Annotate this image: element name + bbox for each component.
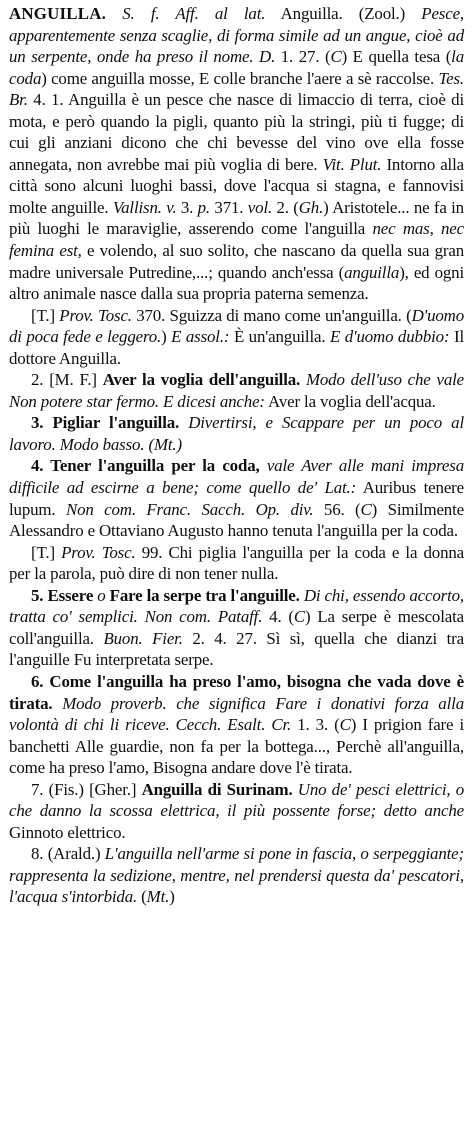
phrase-headword: Tener l'anguilla per la coda, — [50, 456, 260, 476]
entry-senses — [9, 305, 464, 908]
text-run: ) Aristotele... ne fa in più luoghi le maraviglie, asserendo come l'anguilla — [9, 197, 464, 239]
text-run: 3. — [176, 197, 198, 217]
text-run: ( — [137, 887, 147, 907]
italic-text: Mt. — [146, 887, 170, 907]
text-run: 371. — [210, 197, 248, 217]
text-run: e volendo, al suo solito, che nascano da quella sua gran madre universale Putredine,...; quando anch'essa ( — [9, 241, 464, 282]
entry-sense-2 — [9, 369, 464, 412]
text-run: Auribus tenere lupum. — [9, 478, 464, 519]
text-run: Il dottore Anguilla. — [9, 327, 465, 368]
text-run: 1. 3. ( — [291, 715, 340, 735]
text-run: 56. ( — [313, 499, 361, 519]
text-run: È un'anguilla. — [229, 327, 330, 347]
text-run — [53, 694, 63, 713]
text-run: ), ed ogni altro animale nasce dalla sua propria paterna semenza. — [9, 262, 464, 304]
italic-text: Vit. Plut. — [322, 154, 382, 174]
italic-text: Tes. Br. — [9, 68, 464, 110]
italic-text: Divertirsi, e Scappare per un poco al lavoro. Modo basso. (Mt.) — [9, 413, 464, 454]
italic-text: anguilla — [344, 262, 400, 282]
text-run: 8. (Arald.) — [31, 844, 105, 864]
italic-text: Modo dell'uso che vale Non potere star fermo. E dicesi anche: — [9, 370, 465, 411]
italic-text: S. f. Aff. al lat. — [122, 4, 266, 23]
text-run: Ginnoto elettrico. — [9, 822, 126, 842]
text-run — [106, 4, 122, 23]
italic-text: la coda — [9, 47, 465, 88]
phrase-headword: Come l'anguilla ha preso l'amo, bisogna che vada dove è tirata. — [9, 671, 464, 713]
italic-text: Vallisn. v. — [112, 197, 177, 217]
italic-text: p. — [197, 197, 210, 217]
italic-text: L'anguilla nell'arme si pone in fascia, o serpeggiante; rappresenta la sedizione, mentre, nel prendersi questa da' pescatori, l'acqua s'intorbida. — [9, 844, 464, 907]
italic-text: E assol.: — [171, 327, 230, 347]
entry-sense-6 — [9, 585, 464, 671]
text-run: 6. — [31, 671, 50, 691]
phrase-headword: Pigliar l'anguilla. — [52, 413, 180, 433]
text-run: 3. — [31, 413, 53, 433]
phrase-headword: Fare la serpe tra l'anguille. — [109, 585, 300, 605]
entry-sense-8 — [9, 779, 464, 844]
text-run: ) come anguilla mosse, E colle branche l'aere a sè raccolse. — [41, 68, 439, 88]
text-run: [T.] — [31, 542, 62, 562]
text-run: 7. (Fis.) [Gher.] — [31, 779, 142, 799]
entry-sense-1 — [9, 305, 464, 370]
text-run: ) E quella tesa ( — [341, 47, 452, 67]
text-run: ) I prigion fare i banchetti Alle guardie, non fa per la bottega..., Perchè all'anguilla, come ha preso l'amo, Bisogna andare dove l'è tirata. — [9, 715, 465, 778]
italic-text: C — [360, 499, 372, 519]
text-run: 5. — [31, 585, 48, 605]
italic-text: o — [93, 585, 110, 605]
italic-text: C — [339, 715, 351, 735]
italic-text: vol. — [247, 197, 273, 217]
phrase-headword: Essere — [47, 585, 94, 605]
italic-text: Di chi, essendo accorto, tratta co' semplici. Non com. Pataff. — [9, 585, 464, 627]
text-run: 2. 4. 27. Sì sì, quella che dianzi tra l'anguille Fu interpretata serpe. — [9, 628, 464, 670]
text-run: 99. Chi piglia l'anguilla per la coda e la donna per la parola, può dire di non tener nulla. — [9, 542, 465, 584]
text-run: 4. ( — [262, 607, 294, 627]
text-run: Aver la voglia dell'acqua. — [264, 391, 436, 411]
text-run: 4. 1. Anguilla è un pesce che nasce di limaccio di terra, cioè di mota, e però quando la pigli, quanto più la stringi, più ti fugge; di cui gli anziani dicono che chi bevesse del vino ove ella fosse annegata, non avrebbe mai più voglia di bere. — [9, 90, 464, 174]
text-run: Anguilla. (Zool.) — [265, 4, 422, 23]
italic-text: Non com. Franc. Sacch. Op. div. — [65, 499, 314, 519]
text-run: 2. [M. F.] — [31, 370, 103, 390]
phrase-headword: Aver la voglia dell'anguilla. — [102, 370, 301, 390]
entry-main-paragraph — [9, 3, 464, 305]
text-run: ) Similmente Alessandro e Ottaviano Augusto hanno tenuta l'anguilla per la coda. — [9, 499, 464, 541]
text-run — [179, 413, 188, 432]
italic-text: C — [330, 47, 342, 67]
italic-text: Uno de' pesci elettrici, o che danno la scossa elettrica, il più possente forse; detto anche — [9, 779, 464, 821]
text-run: 4. — [31, 456, 51, 476]
italic-text: Buon. Fier. — [103, 628, 183, 648]
text-run: ) — [161, 327, 172, 347]
italic-text: Gh. — [298, 197, 324, 217]
entry-headword: ANGUILLA. — [9, 4, 107, 23]
entry-sense-4 — [9, 455, 464, 541]
italic-text: E d'uomo dubbio: — [329, 327, 450, 347]
entry-sense-9 — [9, 843, 464, 908]
italic-text: Prov. Tosc. — [59, 305, 132, 325]
italic-text: vale Aver alle mani impresa difficile ad escirne a bene; come quello de' Lat.: — [9, 456, 464, 498]
italic-text: Modo proverb. che significa Fare i donativi forza alla volontà di chi li riceve. Cecch. Esalt. Cr. — [9, 693, 464, 735]
text-run: 370. Sguizza di mano come un'anguilla. ( — [131, 305, 412, 325]
italic-text: C — [293, 607, 306, 627]
entry-sense-3 — [9, 412, 464, 455]
italic-text: D'uomo di poca fede e leggero. — [9, 305, 465, 347]
text-run: ) La serpe è mescolata coll'anguilla. — [9, 607, 464, 648]
text-run — [260, 456, 267, 475]
entry-sense-5 — [9, 542, 464, 585]
italic-text: Pesce, apparentemente senza scaglie, di forma simile ad un angue, cioè ad un serpente, onde ha preso il nome. D. — [9, 4, 465, 67]
text-run: Intorno alla città sono alcuni luoghi bassi, dove l'acqua si stagna, e fannovisi molte anguille. — [9, 154, 464, 217]
italic-text: nec mas, nec femina est, — [9, 219, 465, 261]
text-run: [T.] — [31, 305, 60, 325]
entry-sense-7 — [9, 671, 464, 779]
text-run: ) — [169, 887, 175, 907]
text-run: 2. ( — [272, 197, 299, 217]
phrase-headword: Anguilla di Surinam. — [141, 779, 293, 799]
italic-text: Prov. Tosc. — [61, 542, 136, 562]
text-run: 1. 27. ( — [275, 47, 331, 67]
